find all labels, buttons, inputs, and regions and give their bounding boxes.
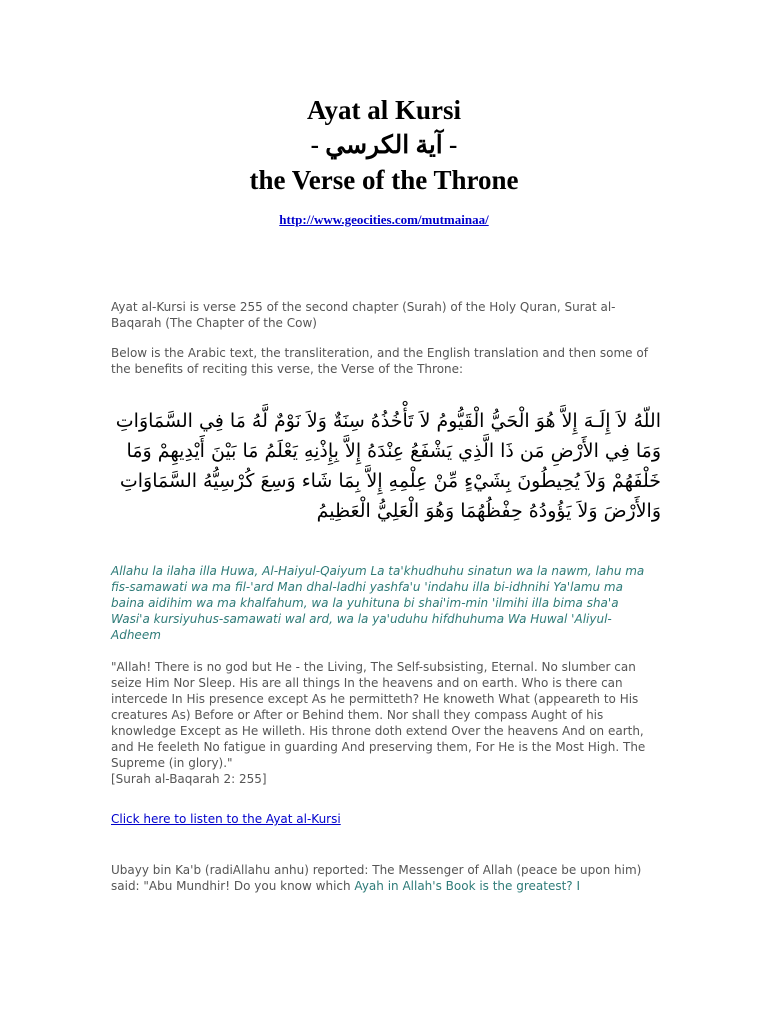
arabic-verse-text: اللّهُ لاَ إِلَـهَ إِلاَّ هُوَ الْحَيُّ الْقَيُّومُ لاَ تَأْخُذُهُ سِنَةٌ وَلاَ نَوْمٌ لَّهُ مَا فِي السَّمَاوَاتِ وَمَا فِي الأَرْضِ مَن ذَا الَّذِي يَشْفَعُ عِنْدَهُ إِلاَّ بِإِذْنِهِ يَعْلَمُ مَا بَيْنَ أَيْدِيهِمْ وَمَا خَلْفَهُمْ وَلاَ يُحِيطُونَ بِشَيْءٍ مِّنْ عِلْمِهِ إِلاَّ بِمَا شَاء وَسِعَ كُرْسِيُّهُ السَّمَاوَاتِ وَالأَرْضَ وَلاَ يَؤُودُهُ حِفْظُهُمَا وَهُوَ الْعَلِيُّ الْعَظِيمُ: [115, 410, 661, 522]
listen-audio-link[interactable]: Click here to listen to the Ayat al-Kursi: [111, 812, 341, 826]
source-url-link[interactable]: http://www.geocities.com/mutmainaa/: [279, 212, 489, 227]
overview-paragraph: Below is the Arabic text, the transliteration, and the English translation and then some of the benefits of reciting this verse, the Verse of the Throne:: [111, 346, 648, 376]
page-subtitle: the Verse of the Throne: [249, 165, 519, 195]
hadith-highlight-text: Ayah in Allah's Book is the greatest? I: [354, 879, 581, 893]
verse-reference: [Surah al-Baqarah 2: 255]: [111, 772, 267, 786]
page-title: Ayat al Kursi: [307, 95, 461, 125]
arabic-title: - آية الكرسي -: [310, 132, 458, 159]
intro-paragraph: Ayat al-Kursi is verse 255 of the second chapter (Surah) of the Holy Quran, Surat al-Baqarah (The Chapter of the Cow): [111, 300, 616, 330]
translation-block: [111, 659, 656, 787]
hadith-text: Ubayy bin Ka'b (radiAllahu anhu) reported: The Messenger of Allah (peace be upon him) said: "Abu Mundhir! Do you know which: [111, 863, 642, 893]
title-block: [0, 92, 768, 199]
english-translation: "Allah! There is no god but He - the Living, The Self-subsisting, Eternal. No slumber can seize Him Nor Sleep. His are all things In the heavens and on earth. Who is there can intercede In His presence except As he permitteth? He knoweth What (appeareth to His creatures As) Before or After or Behind them. Nor shall they compass Aught of his knowledge Except as He willeth. His throne doth extend Over the heavens And on earth, and He feeleth No fatigue in guarding And preserving them, For He is the Most High. The Supreme (in glory).": [111, 660, 646, 770]
transliteration-paragraph: Allahu la ilaha illa Huwa, Al-Haiyul-Qaiyum La ta'khudhuhu sinatun wa la nawm, lahu ma fis-samawati wa ma fil-'ard Man dhal-ladhi yashfa'u 'indahu illa bi-idhnihi Ya'lamu ma baina aidihim wa ma khalfahum, wa la yuhituna bi shai'im-min 'ilmihi illa bima sha'a Wasi'a kursiyuhus-samawati wal ard, wa la ya'uduhu hifdhuhuma Wa Huwal 'Aliyul-Adheem: [111, 564, 645, 642]
hadith-paragraph: [111, 862, 656, 894]
